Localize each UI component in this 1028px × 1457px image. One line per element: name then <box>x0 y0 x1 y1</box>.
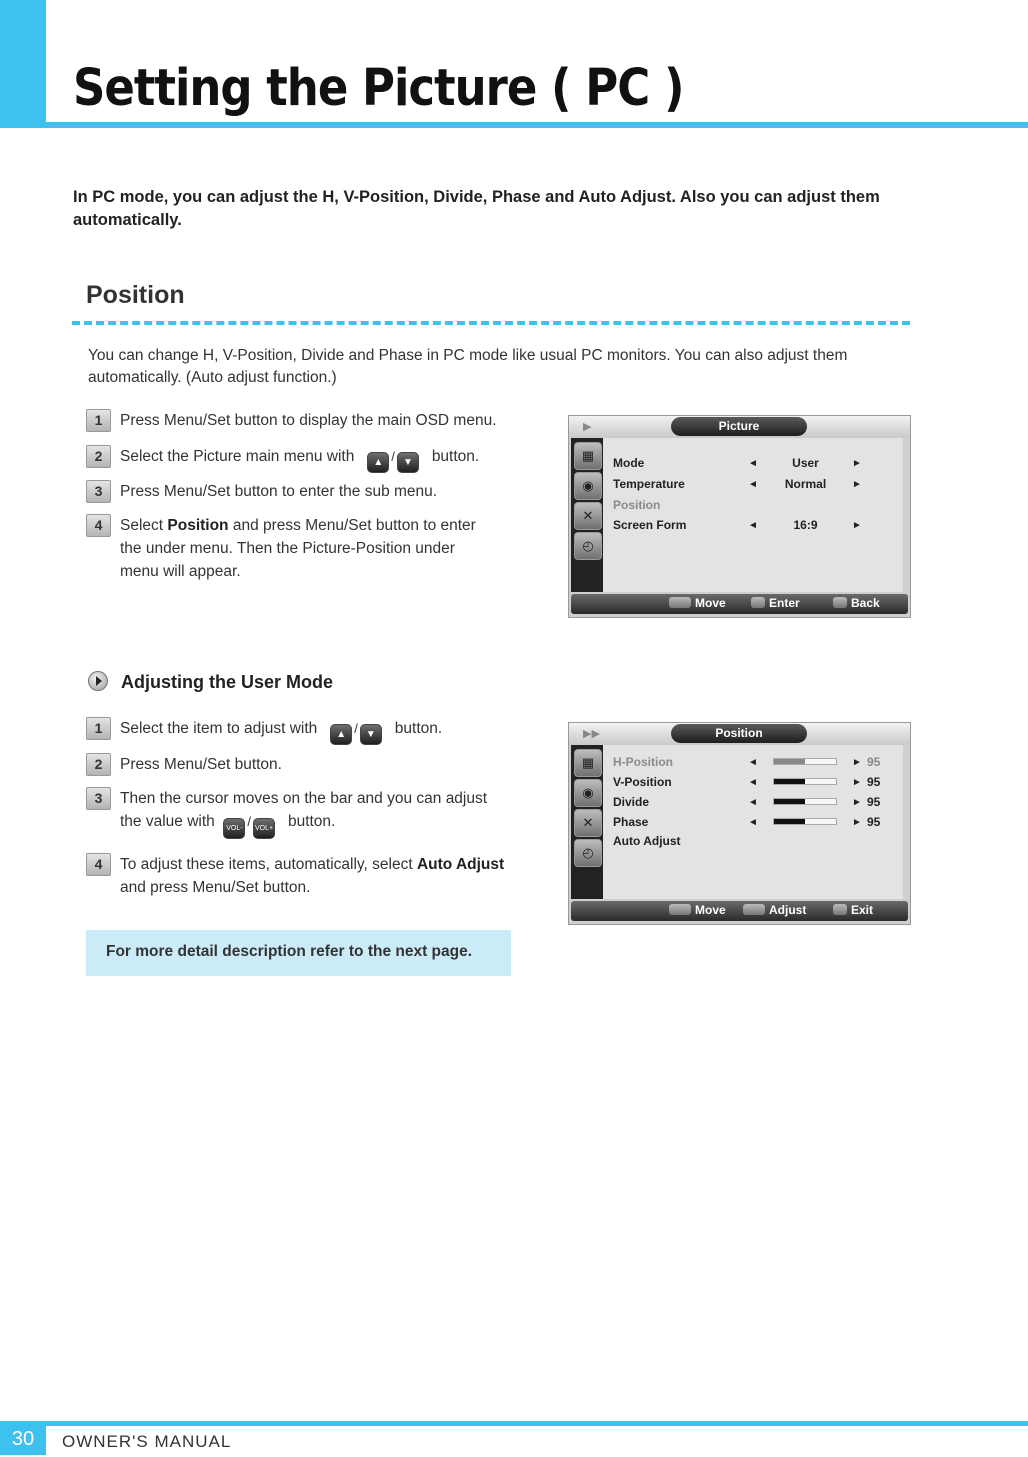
footer-text: OWNER'S MANUAL <box>62 1432 232 1451</box>
osd-row-temperature <box>613 477 685 491</box>
subsection-title-text: Adjusting the User Mode <box>121 672 334 692</box>
step-text: Press Menu/Set button to enter the sub menu. <box>120 483 438 500</box>
hint-label: Exit <box>851 903 874 917</box>
step-number: 1 <box>86 409 111 432</box>
vol-plus-button-icon: VOL+ <box>253 818 275 839</box>
step-text <box>120 853 520 899</box>
sound-icon: ◉ <box>574 779 602 807</box>
row-value: 95 <box>867 755 881 769</box>
play-bullet-icon <box>88 671 108 691</box>
tools-icon: ✕ <box>574 502 602 530</box>
down-button-icon: ▼ <box>397 452 419 473</box>
tools-icon: ✕ <box>574 809 602 837</box>
section-description: You can change H, V-Position, Divide and Phase in PC mode like usual PC monitors. You can also adjust them automatically. (Auto adjust function.) <box>88 347 848 386</box>
step-text <box>120 787 510 839</box>
step-text: Press Menu/Set button to display the main OSD menu. <box>120 412 497 429</box>
page-title: Setting the Picture ( PC ) <box>73 58 684 118</box>
left-arrow-icon: ◄ <box>748 797 758 808</box>
step-text-pre: Select <box>120 517 168 534</box>
row-label: Mode <box>613 456 645 470</box>
step-text-bold: Auto Adjust <box>416 856 505 873</box>
row-value: User <box>792 456 819 470</box>
leftright-icon <box>743 904 765 915</box>
hint-label: Move <box>695 903 726 917</box>
h-position-bar[interactable] <box>773 758 837 765</box>
step-number: 4 <box>86 514 111 537</box>
row-label: H-Position <box>613 755 673 769</box>
osd-row-h-position <box>613 755 673 769</box>
slash: / <box>247 814 252 829</box>
right-arrow-icon: ► <box>852 520 862 531</box>
move-hint <box>669 596 726 610</box>
adjust-hint <box>743 903 806 917</box>
enter-icon <box>751 597 765 608</box>
slash: / <box>391 449 395 464</box>
osd-bottom-bar <box>571 594 908 614</box>
right-arrow-icon: ► <box>852 817 862 828</box>
setup-icon: ◴ <box>574 532 602 560</box>
step-text-bold: Position <box>167 517 229 534</box>
step-text-pre: Then the cursor moves on the bar and you can adjust the value with <box>120 790 488 830</box>
step-number: 2 <box>86 445 111 468</box>
osd-row-position <box>613 498 660 512</box>
right-arrow-icon: ► <box>852 479 862 490</box>
note-text: For more detail description refer to the next page. <box>106 943 473 960</box>
up-button-icon: ▲ <box>330 724 352 745</box>
osd-panel <box>603 745 903 899</box>
step-number: 3 <box>86 480 111 503</box>
hint-label: Back <box>851 596 880 610</box>
vol-minus-button-icon: VOL- <box>223 818 245 839</box>
updown-icon <box>669 904 691 915</box>
double-play-icon: ▶▶ <box>583 728 600 740</box>
hint-label: Move <box>695 596 726 610</box>
osd-sidebar <box>571 745 603 899</box>
row-value: Normal <box>784 477 827 491</box>
osd-picture-menu <box>568 415 911 618</box>
step-text-post: and press Menu/Set button. <box>120 879 311 896</box>
play-icon: ▶ <box>583 421 592 433</box>
step-number: 1 <box>86 717 111 740</box>
row-label: Divide <box>613 795 650 809</box>
slash: / <box>354 721 358 736</box>
row-label: V-Position <box>613 775 672 789</box>
left-arrow-icon: ◄ <box>748 777 758 788</box>
footer-rule <box>0 1421 1028 1426</box>
up-button-icon: ▲ <box>367 452 389 473</box>
osd-panel <box>603 438 903 592</box>
left-arrow-icon: ◄ <box>748 479 758 490</box>
enter-hint <box>751 596 800 610</box>
step-text-pre: Select the item to adjust with <box>120 720 318 737</box>
step-text: Press Menu/Set button. <box>120 756 282 773</box>
row-label: Temperature <box>613 477 685 491</box>
step-text <box>120 717 530 745</box>
note-box <box>86 930 511 976</box>
page-number: 30 <box>0 1421 46 1455</box>
step-number: 3 <box>86 787 111 810</box>
section-title: Position <box>86 281 185 309</box>
row-value: 95 <box>867 775 881 789</box>
osd-row-screen-form <box>613 518 686 532</box>
hint-label: Enter <box>769 596 800 610</box>
divide-bar[interactable] <box>773 798 837 805</box>
back-icon <box>833 597 847 608</box>
step-number: 2 <box>86 753 111 776</box>
right-arrow-icon: ► <box>852 757 862 768</box>
move-hint <box>669 903 726 917</box>
osd-row-auto-adjust <box>613 834 681 848</box>
step-text-post: button. <box>394 720 443 737</box>
setup-icon: ◴ <box>574 839 602 867</box>
phase-bar[interactable] <box>773 818 837 825</box>
picture-icon: ▦ <box>574 749 602 777</box>
left-arrow-icon: ◄ <box>748 757 758 768</box>
back-hint <box>833 596 880 610</box>
row-value: 95 <box>867 795 881 809</box>
exit-hint <box>833 903 873 917</box>
step-text <box>120 514 490 583</box>
header-rule <box>46 122 1028 128</box>
down-button-icon: ▼ <box>360 724 382 745</box>
left-arrow-icon: ◄ <box>748 520 758 531</box>
sound-icon: ◉ <box>574 472 602 500</box>
intro-text: In PC mode, you can adjust the H, V-Position, Divide, Phase and Auto Adjust. Also you can adjust them automatically. <box>73 188 880 229</box>
osd-row-divide <box>613 795 649 809</box>
section-divider <box>72 321 910 325</box>
osd-row-v-position <box>613 775 672 789</box>
osd-bottom-bar <box>571 901 908 921</box>
row-label: Auto Adjust <box>613 834 681 848</box>
header-accent-bar <box>0 0 46 128</box>
step-text <box>120 445 530 473</box>
row-label: Phase <box>613 815 649 829</box>
right-arrow-icon: ► <box>852 458 862 469</box>
step-text-post: and press Menu/Set button to enter the under menu. Then the Picture-Position under menu will appear. <box>120 517 476 580</box>
left-arrow-icon: ◄ <box>748 458 758 469</box>
step-number: 4 <box>86 853 111 876</box>
picture-icon: ▦ <box>574 442 602 470</box>
osd-tab-position: Position <box>671 724 807 743</box>
subsection-title <box>88 671 333 693</box>
updown-icon <box>669 597 691 608</box>
row-label: Screen Form <box>613 518 687 532</box>
hint-label: Adjust <box>769 903 807 917</box>
step-text-pre: To adjust these items, automatically, select <box>120 856 417 873</box>
step-text-pre: Select the Picture main menu with <box>120 448 355 465</box>
osd-row-phase <box>613 815 648 829</box>
left-arrow-icon: ◄ <box>748 817 758 828</box>
v-position-bar[interactable] <box>773 778 837 785</box>
exit-icon <box>833 904 847 915</box>
row-value: 16:9 <box>793 518 818 532</box>
osd-row-mode <box>613 456 644 470</box>
right-arrow-icon: ► <box>852 797 862 808</box>
step-text-post: button. <box>431 448 480 465</box>
step-text-post: button. <box>287 813 336 830</box>
row-value: 95 <box>867 815 881 829</box>
right-arrow-icon: ► <box>852 777 862 788</box>
osd-sidebar <box>571 438 603 592</box>
osd-position-menu <box>568 722 911 925</box>
osd-tab-picture: Picture <box>671 417 807 436</box>
row-label: Position <box>613 498 661 512</box>
